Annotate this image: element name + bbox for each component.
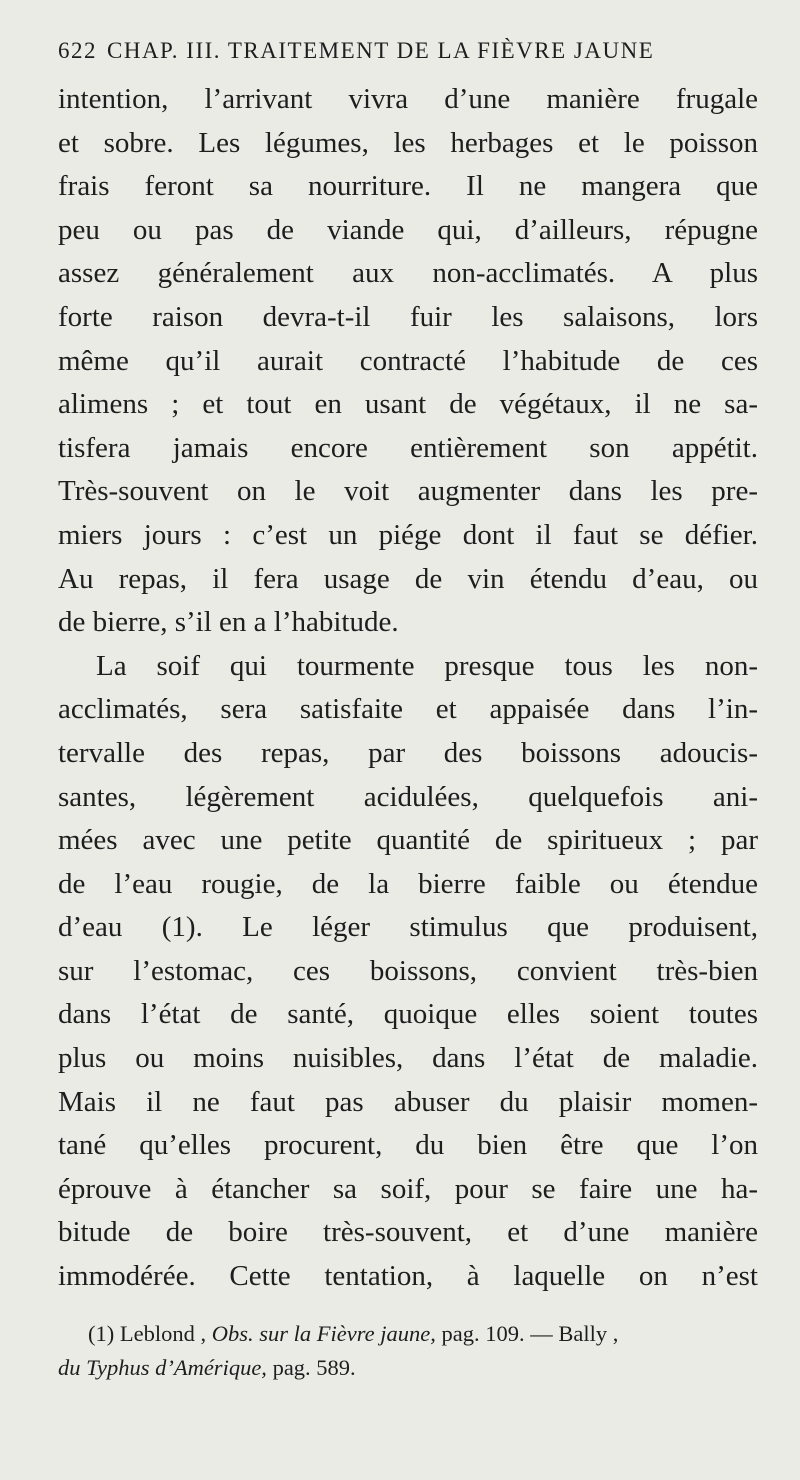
text-line: tané qu’elles procurent, du bien être que l’on bbox=[58, 1129, 758, 1162]
text-line: immodérée. Cette tentation, à laquelle on n’est bbox=[58, 1260, 758, 1293]
footnote-reference: pag. 109. — Bally , bbox=[441, 1320, 619, 1346]
text-line: sur l’estomac, ces boissons, convient très-bien bbox=[58, 954, 758, 987]
text-line: peu ou pas de viande qui, d’ailleurs, répugne bbox=[58, 213, 758, 246]
footnote-line bbox=[58, 1317, 758, 1351]
text-line: Très-souvent on le voit augmenter dans les pre- bbox=[58, 475, 758, 508]
text-line: acclimatés, sera satisfaite et appaisée dans l’in- bbox=[58, 693, 758, 726]
footnote-line bbox=[58, 1351, 758, 1385]
text-line: alimens ; et tout en usant de végétaux, il ne sa- bbox=[58, 388, 758, 421]
text-line: tervalle des repas, par des boissons adoucis- bbox=[58, 736, 758, 769]
text-line: intention, l’arrivant vivra d’une manière frugale bbox=[58, 83, 758, 115]
text-line: mées avec une petite quantité de spiritueux ; par bbox=[58, 824, 758, 857]
text-line: assez généralement aux non-acclimatés. A plus bbox=[58, 257, 758, 290]
text-line: éprouve à étancher sa soif, pour se faire une ha- bbox=[58, 1172, 758, 1205]
footnote bbox=[58, 1317, 758, 1385]
text-line: forte raison devra-t-il fuir les salaisons, lors bbox=[58, 300, 758, 333]
text-line: plus ou moins nuisibles, dans l’état de maladie. bbox=[58, 1042, 758, 1075]
body-text bbox=[58, 78, 758, 1299]
text-line: et sobre. Les légumes, les herbages et le poisson bbox=[58, 126, 758, 159]
text-line: tisfera jamais encore entièrement son appétit. bbox=[58, 431, 758, 464]
text-line: de l’eau rougie, de la bierre faible ou étendue bbox=[58, 867, 758, 900]
footnote-work-title: du Typhus d’Amérique, bbox=[58, 1354, 267, 1380]
page-number: 622 bbox=[58, 38, 97, 63]
text-line: d’eau (1). Le léger stimulus que produisent, bbox=[58, 911, 758, 944]
text-line: de bierre, s’il en a l’habitude. bbox=[58, 606, 399, 639]
footnote-marker: (1) bbox=[88, 1320, 115, 1346]
text-line: même qu’il aurait contracté l’habitude de ces bbox=[58, 344, 758, 377]
text-line: bitude de boire très-souvent, et d’une manière bbox=[58, 1216, 758, 1249]
text-line: santes, légèrement acidulées, quelquefois ani- bbox=[58, 780, 758, 813]
text-line: Au repas, il fera usage de vin étendu d’eau, ou bbox=[58, 562, 758, 595]
text-line: miers jours : c’est un piége dont il faut se défier. bbox=[58, 518, 758, 551]
footnote-reference: pag. 589. bbox=[272, 1354, 356, 1380]
text-line: Mais il ne faut pas abuser du plaisir momen- bbox=[58, 1085, 758, 1118]
footnote-author: Leblond , bbox=[119, 1320, 207, 1346]
text-line: frais feront sa nourriture. Il ne mangera que bbox=[58, 170, 758, 203]
running-title: CHAP. III. TRAITEMENT DE LA FIÈVRE JAUNE bbox=[107, 38, 655, 63]
text-line: La soif qui tourmente presque tous les non- bbox=[96, 649, 758, 682]
footnote-work-title: Obs. sur la Fièvre jaune, bbox=[211, 1320, 436, 1346]
running-header bbox=[58, 36, 758, 74]
text-line: dans l’état de santé, quoique elles soient toutes bbox=[58, 998, 758, 1031]
